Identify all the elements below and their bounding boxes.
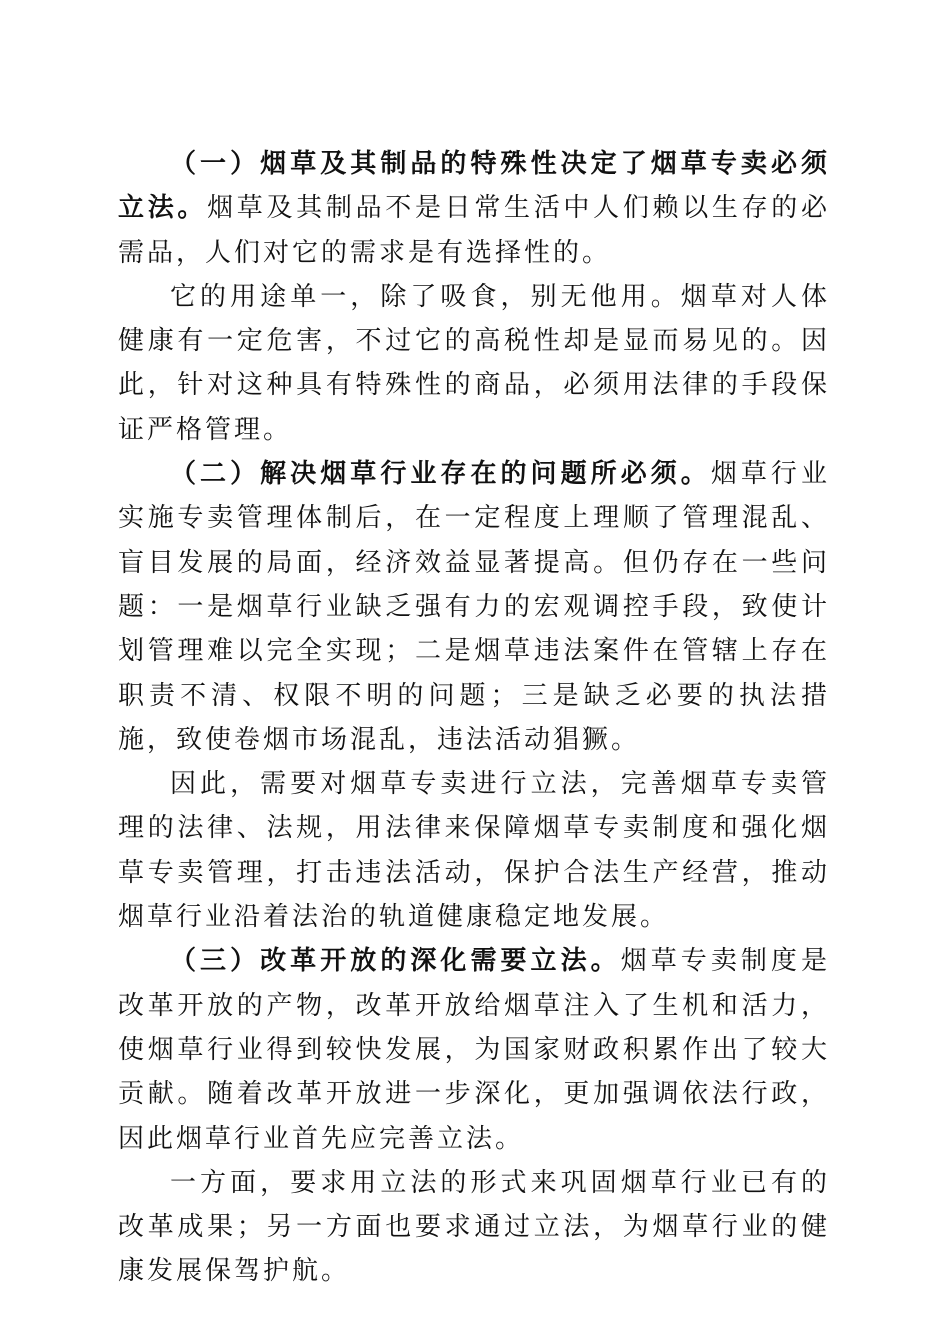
section-heading-2: （二）解决烟草行业存在的问题所必须。 [170,459,711,490]
paragraph-3-text: 烟草行业实施专卖管理体制后，在一定程度上理顺了管理混乱、盲目发展的局面，经济效益显著提高。但仍存在一些问题：一是烟草行业缺乏强有力的宏观调控手段，致使计划管理难以完全实现；二是烟草违法案件在管辖上存在职责不清、权限不明的问题；三是缺乏必要的执法措施，致使卷烟市场混乱，违法活动猖獗。 [118,459,830,755]
paragraph-4-text: 因此，需要对烟草专卖进行立法，完善烟草专卖管理的法律、法规，用法律来保障烟草专卖制度和强化烟草专卖管理，打击违法活动，保护合法生产经营，推动烟草行业沿着法治的轨道健康稳定地发展。 [118,769,830,933]
paragraph-2-text: 它的用途单一，除了吸食，别无他用。烟草对人体健康有一定危害，不过它的高税性却是显而易见的。因此，针对这种具有特殊性的商品，必须用法律的手段保证严格管理。 [118,281,830,445]
section-heading-1: （一）烟草及其制品的特殊性决定了烟草专卖必须立法。 [118,149,830,224]
paragraph-4 [118,762,830,939]
document-body [118,142,830,1294]
paragraph-6 [118,1161,830,1294]
paragraph-3 [118,452,830,762]
paragraph-6-text: 一方面，要求用立法的形式来巩固烟草行业已有的改革成果；另一方面也要求通过立法，为烟草行业的健康发展保驾护航。 [118,1167,830,1287]
paragraph-1 [118,142,830,275]
section-heading-3: （三）改革开放的深化需要立法。 [170,946,621,977]
paragraph-5 [118,939,830,1160]
paragraph-1-text: 烟草及其制品不是日常生活中人们赖以生存的必需品，人们对它的需求是有选择性的。 [118,193,830,268]
paragraph-2 [118,275,830,452]
paragraph-5-text: 烟草专卖制度是改革开放的产物，改革开放给烟草注入了生机和活力，使烟草行业得到较快发展，为国家财政积累作出了较大贡献。随着改革开放进一步深化，更加强调依法行政，因此烟草行业首先应完善立法。 [118,946,830,1154]
